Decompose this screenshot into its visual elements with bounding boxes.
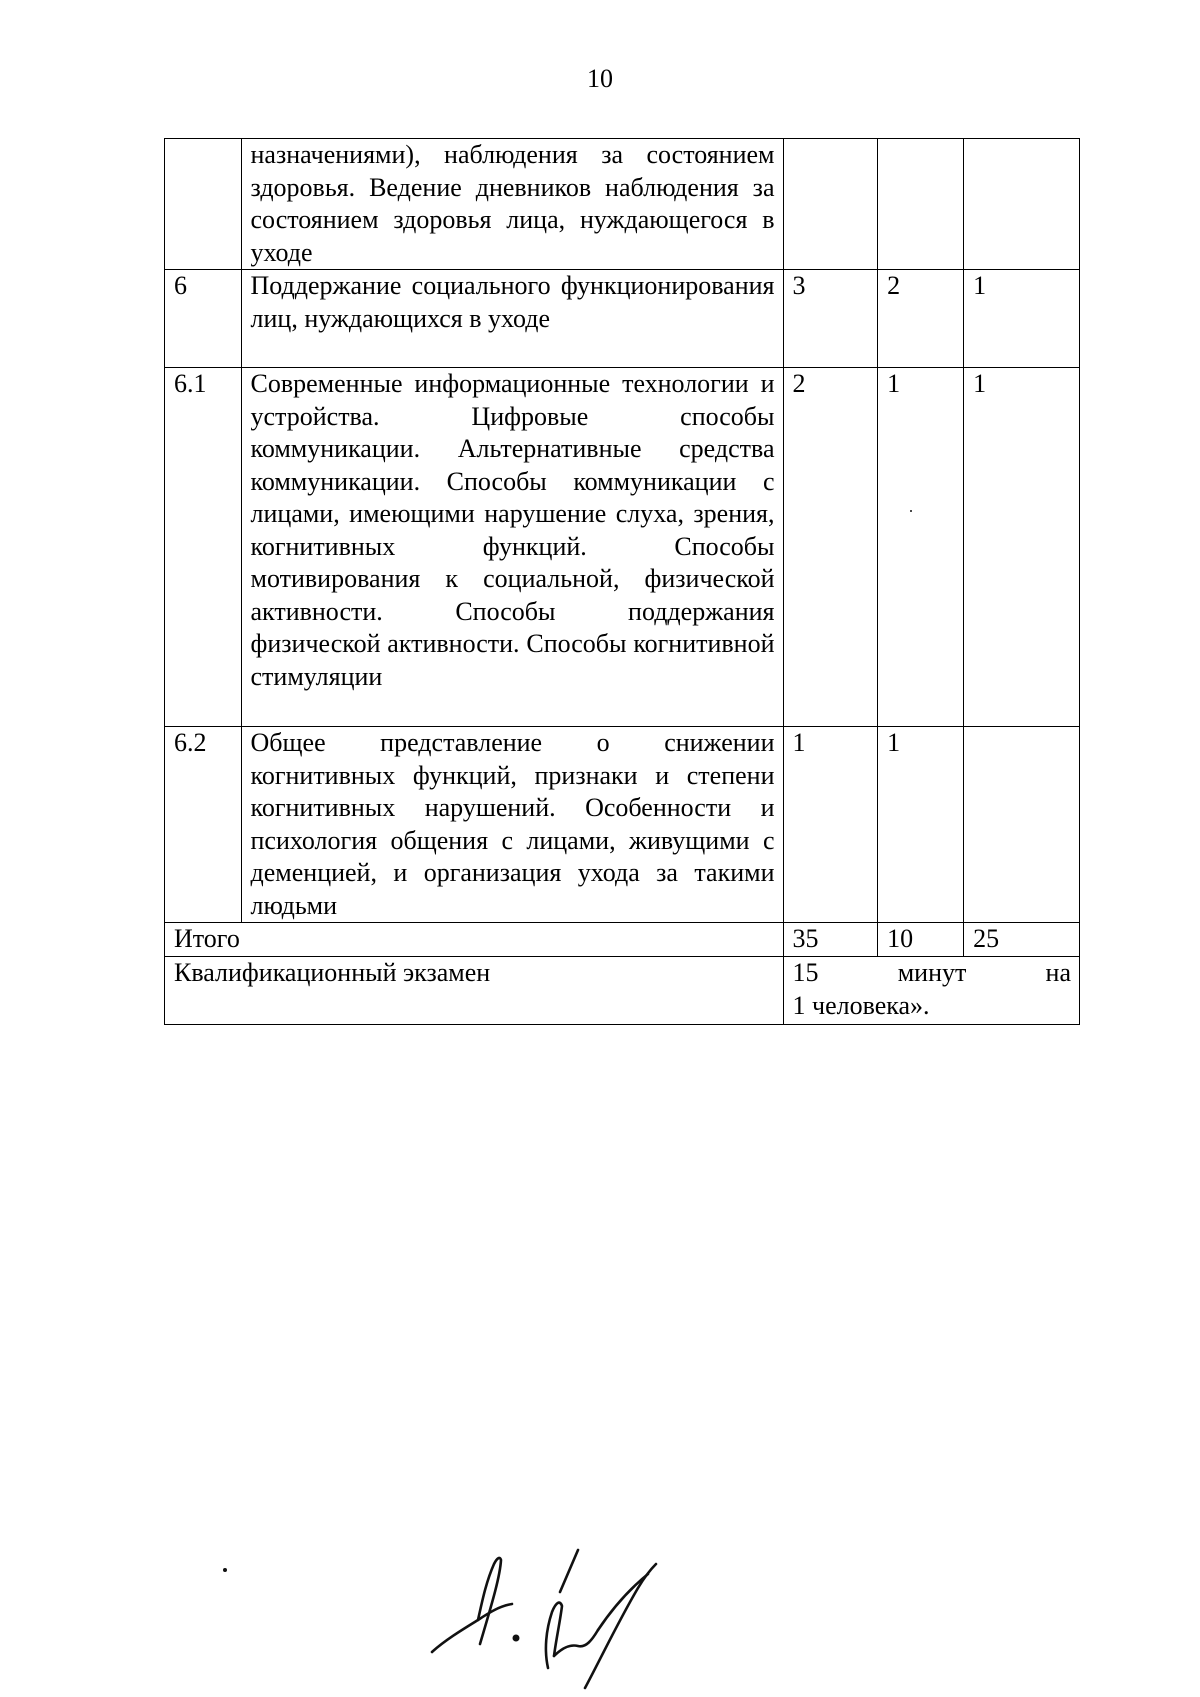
row-description: назначениями), наблюдения за состоянием здоровья. Ведение дневников наблюдения за состоянием здоровья лица, нуждающегося в уходе: [241, 139, 783, 270]
table-row: [165, 270, 1080, 368]
total-practice: 25: [964, 923, 1080, 957]
row-number: 6: [165, 270, 242, 368]
row-number: [165, 139, 242, 270]
scan-speck: [223, 1568, 227, 1572]
row-hours-total: 1: [783, 727, 878, 923]
row-hours-theory: 2: [878, 270, 964, 368]
total-theory: 10: [878, 923, 964, 957]
exam-label: Квалификационный экзамен: [165, 957, 784, 1025]
row-hours-practice: [964, 139, 1080, 270]
row-number: 6.1: [165, 368, 242, 727]
total-hours: 35: [783, 923, 878, 957]
row-hours-theory: 1: [878, 368, 964, 727]
total-row: [165, 923, 1080, 957]
row-hours-theory: [878, 139, 964, 270]
row-hours-total: [783, 139, 878, 270]
exam-duration-line2: 1 человека».: [792, 990, 930, 1020]
exam-duration: [783, 957, 1080, 1025]
row-description: Современные информационные технологии и устройства. Цифровые способы коммуникации. Альтернативные средства коммуникации. Способы коммуникации с лицами, имеющими нарушение слуха, зрения, когнитивных функций. Способы мотивирования к социальной, физической активности. Способы поддержания физической активности. Способы когнитивной стимуляции: [241, 368, 783, 727]
table-row: [165, 727, 1080, 923]
row-hours-practice: 1: [964, 368, 1080, 727]
exam-row: [165, 957, 1080, 1025]
row-number: 6.2: [165, 727, 242, 923]
exam-duration-line1: 15 минут на: [792, 958, 1071, 987]
total-label: Итого: [165, 923, 784, 957]
page-number: 10: [587, 64, 613, 93]
curriculum-table: [164, 138, 1080, 1025]
table-row: [165, 139, 1080, 270]
row-hours-total: 2: [783, 368, 878, 727]
row-description: Поддержание социального функционирования лиц, нуждающихся в уходе: [241, 270, 783, 368]
scan-speck: [910, 510, 912, 512]
row-hours-practice: 1: [964, 270, 1080, 368]
row-hours-theory: 1: [878, 727, 964, 923]
table-row: [165, 368, 1080, 727]
row-hours-total: 3: [783, 270, 878, 368]
row-hours-practice: [964, 727, 1080, 923]
row-description: Общее представление о снижении когнитивных функций, признаки и степени когнитивных нарушений. Особенности и психология общения с лицами, живущими с деменцией, и организация ухода за такими людьми: [241, 727, 783, 923]
signature-image: [420, 1540, 720, 1690]
